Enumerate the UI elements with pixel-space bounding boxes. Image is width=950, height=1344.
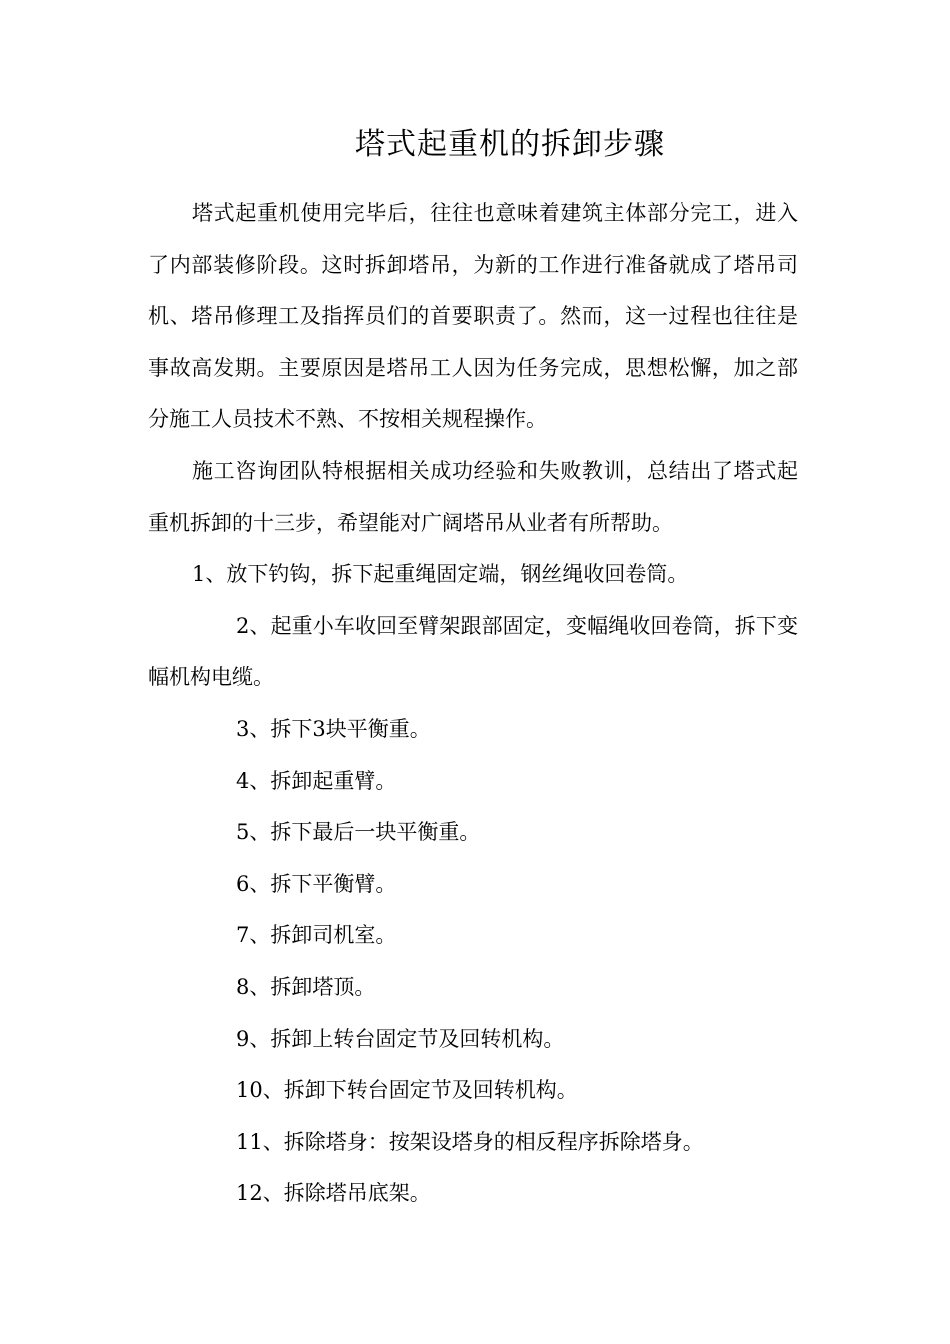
step-item: 9、拆卸上转台固定节及回转机构。 <box>236 1026 565 1051</box>
page-title: 塔式起重机的拆卸步骤 <box>355 127 665 162</box>
step-item: 8、拆卸塔顶。 <box>236 974 376 999</box>
step-item: 12、拆除塔吊底架。 <box>236 1181 431 1206</box>
step-item: 2、起重小车收回至臂架跟部固定，变幅绳收回卷筒，拆下变幅机构电缆。 <box>148 613 798 690</box>
step-item: 10、拆卸下转台固定节及回转机构。 <box>236 1078 578 1103</box>
step-item: 6、拆下平衡臂。 <box>236 871 397 896</box>
summary-paragraph: 施工咨询团队特根据相关成功经验和失败教训，总结出了塔式起重机拆卸的十三步，希望能对广阔塔吊从业者有所帮助。 <box>148 458 798 535</box>
step-item: 1、放下钓钩，拆下起重绳固定端，钢丝绳收回卷筒。 <box>192 562 689 587</box>
step-item: 3、拆下3块平衡重。 <box>236 716 431 741</box>
step-list <box>148 549 798 1220</box>
intro-paragraph: 塔式起重机使用完毕后，往往也意味着建筑主体部分完工，进入了内部装修阶段。这时拆卸塔吊，为新的工作进行准备就成了塔吊司机、塔吊修理工及指挥员们的首要职责了。然而，这一过程也往往是事故高发期。主要原因是塔吊工人因为任务完成，思想松懈，加之部分施工人员技术不熟、不按相关规程操作。 <box>148 201 798 432</box>
document-body <box>148 188 798 1220</box>
step-item: 7、拆卸司机室。 <box>236 923 397 948</box>
step-item: 5、拆下最后一块平衡重。 <box>236 820 481 845</box>
step-item: 4、拆卸起重臂。 <box>236 768 397 793</box>
step-item: 11、拆除塔身：按架设塔身的相反程序拆除塔身。 <box>236 1129 704 1154</box>
